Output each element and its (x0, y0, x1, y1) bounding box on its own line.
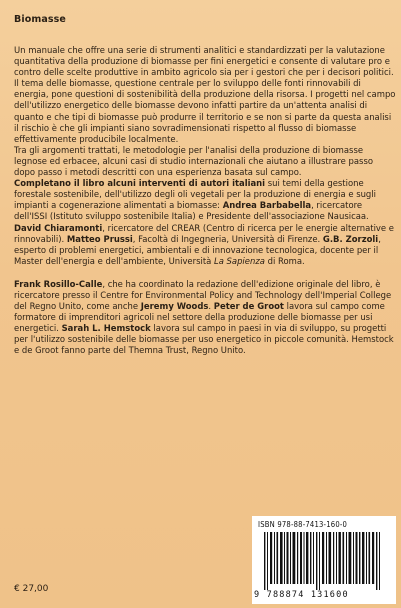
contributors-text: , ricercatore dell'ISSI (Istituto sviluppo sostenibile Italia) e Presidente dell'associazione Nausicaa. (14, 200, 369, 222)
barcode-number: 9 788874 131600 (254, 590, 349, 600)
contributors-text: , Facoltà di Ingegneria, Università di Firenze. (132, 233, 323, 244)
contributor-name: G.B. Zorzoli (322, 233, 379, 244)
contributors-lead: Completano il libro alcuni interventi di autori italiani (14, 178, 266, 189)
contributors-text: , ricercatore del CREAR (Centro di ricerca per le energie alternative e rinnovabili). (14, 222, 394, 244)
paragraph-contributors (14, 178, 396, 267)
paragraph-theme: Il tema delle biomasse, questione centrale per lo sviluppo delle fonti rinnovabili di energia, pone questioni di sostenibilità della produzione della risorsa. I progetti nel campo dell'utilizzo energetico delle biomasse devono infatti partire da un'attenta analisi di quanto e che tipi di biomasse può produrre il territorio e se non si parte da questa analisi il rischio è che gli impianti siano sovradimensionati rispetto al flusso di biomasse effettivamente producibile localmente. (14, 78, 396, 144)
university-name: La Sapienza (214, 255, 265, 266)
contributors-text: sui temi della gestione forestale sostenibile, dell'utilizzo degli oli vegetali per la produzione di energia e sugli impianti a cogenerazione alimentati a biomasse: (14, 178, 376, 211)
paragraph-authors (14, 279, 396, 357)
isbn-barcode-box (252, 516, 396, 604)
authors-text: lavora sul campo in paesi in via di sviluppo, su progetti per l'utilizzo sostenibile delle biomasse per uso energetico in piccole comunità. Hemstock e de Groot fanno parte del Themna Trust, Regno Unito. (14, 323, 394, 356)
contributors-text: , esperto di problemi energetici, ambientali e di innovazione tecnologica, docente per il Master dell'energia e dell'ambiente, Università (14, 233, 381, 266)
author-name: Jeremy Woods (140, 301, 209, 312)
contributor-name: Matteo Prussi (66, 233, 133, 244)
authors-text: lavora sul campo come formatore di imprenditori agricoli nel settore della produzione delle biomasse per usi energetici. (14, 301, 385, 334)
price-label: € 27,00 (14, 584, 49, 594)
authors-text: . (208, 301, 214, 312)
authors-text: , che ha coordinato la redazione dell'edizione originale del libro, è ricercatore presso il Centre for Environmental Policy and Technology dell'Imperial College del Regno Unito, come anche (14, 278, 392, 312)
contributor-name: David Chiaramonti (14, 222, 103, 233)
paragraph-intro: Un manuale che offre una serie di strumenti analitici e standardizzati per la valutazione quantitativa della produzione di biomasse per fini energetici e consente di valutare pro e contro delle scelte produttive in ambito agricolo sia per i gestori che per i decisori politici. (14, 45, 394, 78)
barcode-icon (258, 532, 390, 590)
paragraph-topics: Tra gli argomenti trattati, le metodologie per l'analisi della produzione di biomasse legnose ed erbacee, alcuni casi di studio internazionali che aiutano a illustrare passo dopo passo i metodi descritti con una esperienza basata sul campo. (14, 144, 374, 178)
section-gap (14, 267, 396, 279)
contributor-name: Andrea Barbabella (222, 200, 312, 211)
author-name: Peter de Groot (213, 301, 284, 312)
page-title: Biomasse (14, 14, 66, 25)
isbn-label: ISBN 978-88-7413-160-0 (258, 520, 348, 529)
contributors-text: di Roma. (264, 255, 305, 266)
description-text (14, 45, 396, 357)
author-name: Sarah L. Hemstock (61, 323, 151, 334)
author-name: Frank Rosillo-Calle (14, 278, 103, 289)
